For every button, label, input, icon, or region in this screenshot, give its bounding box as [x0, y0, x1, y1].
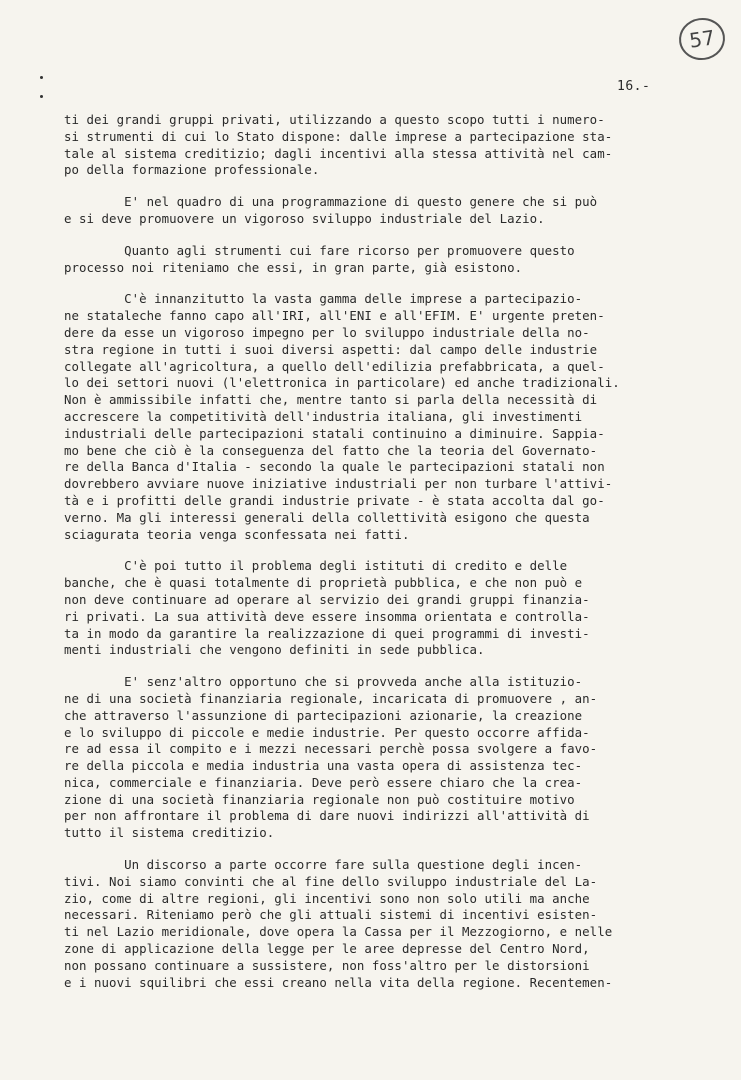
text-line: stra regione in tutti i suoi diversi aspetti: dal campo delle industrie	[64, 341, 598, 357]
text-line: non deve continuare ad operare al servizio dei grandi gruppi finanzia-	[64, 591, 590, 607]
text-line: necessari. Riteniamo però che gli attuali sistemi di incentivi esisten-	[64, 907, 598, 923]
text-line: C'è poi tutto il problema degli istituti di credito e delle	[64, 558, 568, 574]
margin-mark	[40, 76, 43, 79]
text-line: zone di applicazione della legge per le aree depresse del Centro Nord,	[64, 941, 590, 957]
paragraph	[64, 857, 694, 991]
paragraph-gap	[64, 659, 694, 674]
text-line: ne di una società finanziaria regionale, incaricata di promuovere , an-	[64, 690, 598, 706]
text-line: nica, commerciale e finanziaria. Deve però essere chiaro che la crea-	[64, 774, 583, 790]
text-line: e si deve promuovere un vigoroso sviluppo industriale del Lazio.	[64, 210, 545, 226]
text-line: lo dei settori nuovi (l'elettronica in particolare) ed anche tradizionali.	[64, 375, 620, 391]
text-line: si strumenti di cui lo Stato dispone: dalle imprese a partecipazione sta-	[64, 128, 613, 144]
text-line: tutto il sistema creditizio.	[64, 825, 275, 841]
text-line: ri privati. La sua attività deve essere insomma orientata e controlla-	[64, 608, 590, 624]
text-line: E' nel quadro di una programmazione di questo genere che si può	[64, 194, 598, 210]
text-line: ti dei grandi gruppi privati, utilizzando a questo scopo tutti i numero-	[64, 112, 605, 127]
text-line: e lo sviluppo di piccole e medie industrie. Per questo occorre affida-	[64, 724, 590, 740]
paragraph	[64, 291, 694, 543]
text-line: ne stataleche fanno capo all'IRI, all'ENI e all'EFIM. E' urgente preten-	[64, 308, 605, 324]
paragraph	[64, 674, 694, 842]
paragraph-gap	[64, 276, 694, 291]
text-line: E' senz'altro opportuno che si provveda anche alla istituzio-	[64, 674, 583, 690]
text-line: ta in modo da garantire la realizzazione di quei programmi di investi-	[64, 625, 590, 641]
text-line: re della piccola e media industria una vasta opera di assistenza tec-	[64, 758, 583, 774]
margin-mark	[40, 95, 43, 98]
paragraph-gap	[64, 543, 694, 558]
paragraph	[64, 194, 694, 228]
text-line: menti industriali che vengono definiti in sede pubblica.	[64, 642, 485, 658]
text-line: ti nel Lazio meridionale, dove opera la Cassa per il Mezzogiorno, e nelle	[64, 924, 613, 940]
text-line: zione di una società finanziaria regionale non può costituire motivo	[64, 791, 575, 807]
text-line: tà e i profitti delle grandi industrie private - è stata accolta dal go-	[64, 492, 605, 508]
text-line: accrescere la competitività dell'industria italiana, gli investimenti	[64, 408, 583, 424]
text-line: Un discorso a parte occorre fare sulla questione degli incen-	[64, 857, 583, 873]
text-line: per non affrontare il problema di dare nuovi indirizzi all'attività di	[64, 808, 590, 824]
text-line: collegate all'agricoltura, a quello dell'edilizia prefabbricata, a quel-	[64, 358, 605, 374]
text-line: processo noi riteniamo che essi, in gran parte, già esistono.	[64, 259, 523, 275]
text-line: tivi. Noi siamo convinti che al fine dello sviluppo industriale del La-	[64, 873, 598, 889]
stamp-label: 57	[687, 25, 717, 53]
text-line: re della Banca d'Italia - secondo la quale le partecipazioni statali non	[64, 459, 605, 475]
text-line: dere da esse un vigoroso impegno per lo sviluppo industriale della no-	[64, 324, 590, 340]
paragraph	[64, 558, 694, 659]
text-line: sciagurata teoria venga sconfessata nei fatti.	[64, 526, 410, 542]
paragraph	[64, 112, 694, 179]
text-line: verno. Ma gli interessi generali della collettività esigono che questa	[64, 509, 590, 525]
page-stamp	[676, 15, 727, 63]
text-line: mo bene che ciò è la conseguenza del fatto che la teoria del Governato-	[64, 442, 598, 458]
text-line: C'è innanzitutto la vasta gamma delle imprese a partecipazio-	[64, 291, 583, 307]
text-line: zio, come di altre regioni, gli incentivi sono non solo utili ma anche	[64, 890, 590, 906]
text-line: po della formazione professionale.	[64, 162, 320, 178]
text-line: re ad essa il compito e i mezzi necessari perchè possa svolgere a favo-	[64, 741, 598, 757]
text-line: non possano continuare a sussistere, non foss'altro per le distorsioni	[64, 957, 590, 973]
paragraph	[64, 243, 694, 277]
text-line: banche, che è quasi totalmente di proprietà pubblica, e che non può e	[64, 575, 583, 591]
text-line: tale al sistema creditizio; dagli incentivi alla stessa attività nel cam-	[64, 145, 613, 161]
text-line: che attraverso l'assunzione di partecipazioni azionarie, la creazione	[64, 707, 583, 723]
text-line: Non è ammissibile infatti che, mentre tanto si parla della necessità di	[64, 392, 598, 408]
paragraph-gap	[64, 228, 694, 243]
text-line: dovrebbero avviare nuove iniziative industriali per non turbare l'attivi-	[64, 476, 613, 492]
text-line: Quanto agli strumenti cui fare ricorso per promuovere questo	[64, 242, 575, 258]
paragraph-gap	[64, 179, 694, 194]
body-text	[64, 112, 694, 991]
page-number: 16.-	[617, 79, 651, 94]
paragraph-gap	[64, 842, 694, 857]
text-line: industriali delle partecipazioni statali continuino a diminuire. Sappia-	[64, 425, 605, 441]
text-line: e i nuovi squilibri che essi creano nella vita della regione. Recentemen-	[64, 974, 613, 990]
